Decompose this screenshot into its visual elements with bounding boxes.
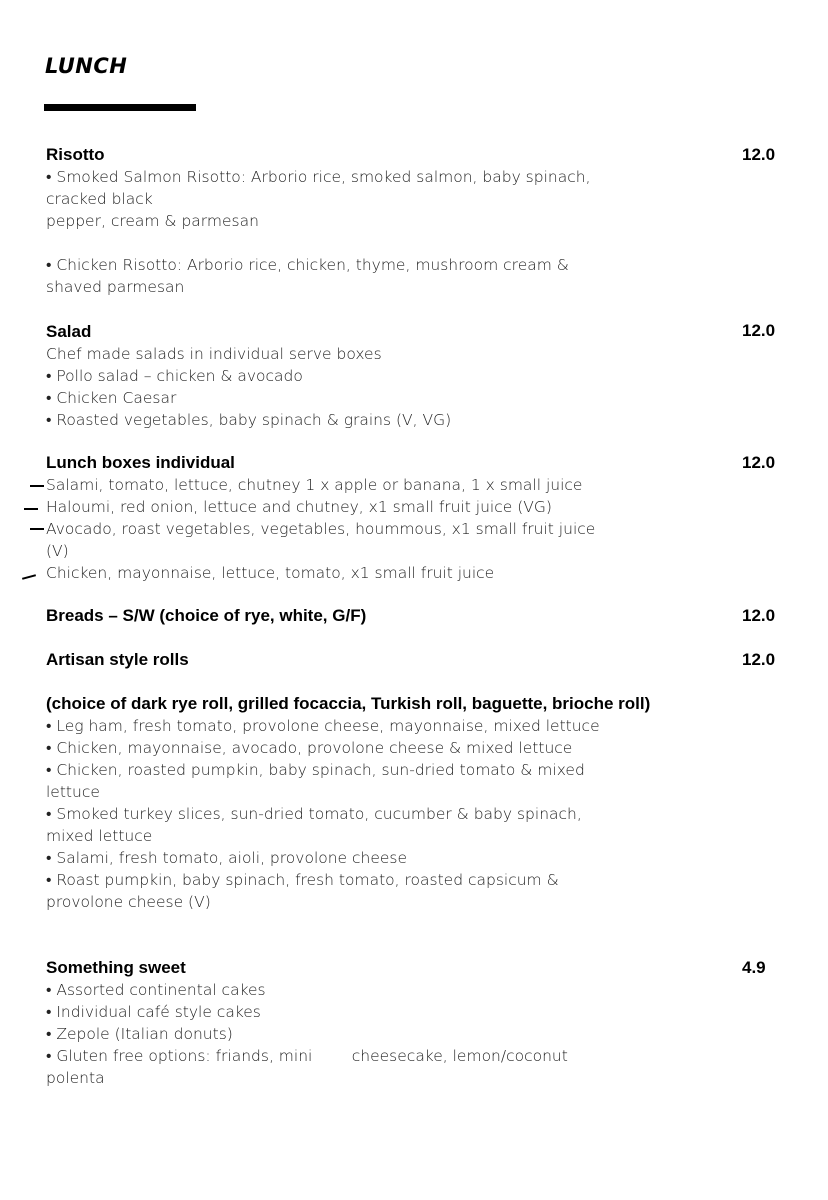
item-line: cracked black — [46, 190, 153, 208]
item-line: polenta — [46, 1069, 105, 1087]
handwritten-dash — [24, 508, 38, 510]
item-line: • Smoked turkey slices, sun-dried tomato, cucumber & baby spinach, — [46, 805, 582, 823]
item-line: Chef made salads in individual serve boxes — [46, 345, 382, 363]
item-line: • Zepole (Italian donuts) — [46, 1025, 233, 1043]
price-breads: 12.0 — [742, 606, 776, 625]
price-risotto: 12.0 — [742, 145, 776, 164]
item-line: • Assorted continental cakes — [46, 981, 266, 999]
section-breads — [46, 605, 686, 627]
section-heading: Breads – S/W (choice of rye, white, G/F) — [46, 606, 367, 625]
section-heading: Artisan style rolls — [46, 650, 189, 669]
spacer — [46, 232, 686, 254]
item-line: • Chicken, roasted pumpkin, baby spinach, sun-dried tomato & mixed — [46, 761, 585, 779]
item-line: Haloumi, red onion, lettuce and chutney, x1 small fruit juice (VG) — [46, 498, 552, 516]
price-something-sweet: 4.9 — [742, 958, 766, 977]
item-line: lettuce — [46, 783, 100, 801]
section-heading: (choice of dark rye roll, grilled focaccia, Turkish roll, baguette, brioche roll) — [46, 694, 651, 713]
item-line: • Smoked Salmon Risotto: Arborio rice, smoked salmon, baby spinach, — [46, 168, 591, 186]
item-line: • Chicken Risotto: Arborio rice, chicken, thyme, mushroom cream & — [46, 256, 569, 274]
item-line: • Pollo salad – chicken & avocado — [46, 367, 303, 385]
item-line: pepper, cream & parmesan — [46, 212, 259, 230]
title-rule — [44, 104, 196, 111]
price-artisan-rolls: 12.0 — [742, 650, 776, 669]
item-line: • Salami, fresh tomato, aioli, provolone cheese — [46, 849, 408, 867]
item-line: • Gluten free options: friands, mini cheesecake, lemon/coconut — [46, 1047, 568, 1065]
item-line: • Leg ham, fresh tomato, provolone cheese, mayonnaise, mixed lettuce — [46, 717, 600, 735]
item-line: shaved parmesan — [46, 278, 185, 296]
section-something-sweet — [46, 957, 686, 1089]
item-line: mixed lettuce — [46, 827, 153, 845]
section-heading: Risotto — [46, 145, 105, 164]
item-line: • Roasted vegetables, baby spinach & grains (V, VG) — [46, 411, 452, 429]
section-lunch-boxes — [46, 452, 686, 584]
section-salad — [46, 321, 686, 431]
handwritten-dash — [22, 574, 36, 580]
menu-title: LUNCH — [45, 54, 128, 78]
price-lunch-boxes: 12.0 — [742, 453, 776, 472]
section-artisan-rolls — [46, 649, 686, 671]
section-heading: Something sweet — [46, 958, 186, 977]
section-roll-choices — [46, 693, 666, 913]
item-line: Chicken, mayonnaise, lettuce, tomato, x1 small fruit juice — [46, 564, 495, 582]
handwritten-dash — [30, 485, 44, 487]
item-line: • Roast pumpkin, baby spinach, fresh tomato, roasted capsicum & — [46, 871, 559, 889]
section-heading: Salad — [46, 322, 92, 341]
item-line: Avocado, roast vegetables, vegetables, hoummous, x1 small fruit juice — [46, 520, 596, 538]
item-line: • Chicken Caesar — [46, 389, 177, 407]
item-line: • Chicken, mayonnaise, avocado, provolone cheese & mixed lettuce — [46, 739, 573, 757]
item-line: • Individual café style cakes — [46, 1003, 261, 1021]
section-risotto — [46, 144, 686, 298]
item-line: Salami, tomato, lettuce, chutney 1 x apple or banana, 1 x small juice — [46, 476, 583, 494]
handwritten-dash — [30, 528, 44, 530]
price-salad: 12.0 — [742, 321, 776, 340]
item-line: provolone cheese (V) — [46, 893, 211, 911]
item-line: (V) — [46, 542, 69, 560]
section-heading: Lunch boxes individual — [46, 453, 235, 472]
